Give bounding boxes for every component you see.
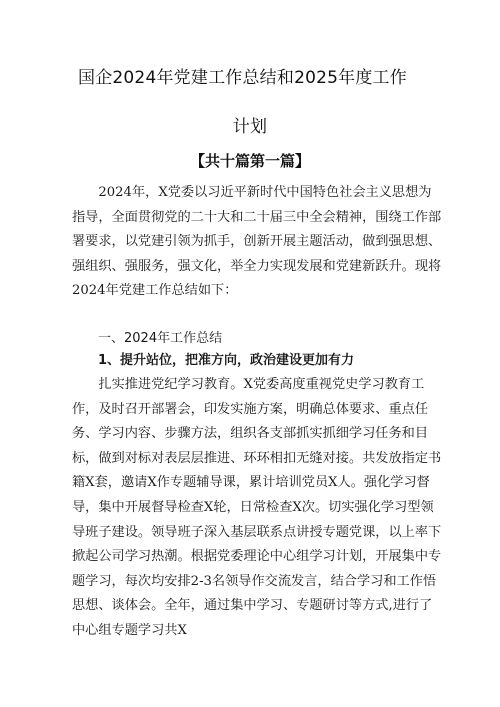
section-heading: 一、2024年工作总结 [98, 331, 223, 346]
body-section-intro [72, 181, 442, 304]
document-title-line2: 计划 [232, 117, 268, 137]
section-heading-container [72, 327, 442, 352]
body-section-main [72, 373, 442, 644]
document-subtitle: 【共十篇第一篇】 [189, 152, 310, 170]
paragraph-intro: 2024年，X党委以习近平新时代中国特色社会主义思想为指导，全面贯彻党的二十大和二十届三中全会精神，围绕工作部署要求，以党建引领为抓手，创新开展主题活动，做到强思想、强组织、强服务，强文化，举全力实现发展和党建新跃升。现将2024年党建工作总结如下： [72, 185, 442, 299]
subsection-heading-container [72, 349, 442, 374]
paragraph-main: 扎实推进党纪学习教育。X党委高度重视党史学习教育工作，及时召开部署会，印发实施方案，明确总体要求、重点任务、学习内容、步骤方法，组织各支部抓实抓细学习任务和目标，做到对标对表层层推进、环环相扣无缝对接。共发放指定书籍X套，邀请X作专题辅导课，累计培训党员X人。强化学习督导，集中开展督导检查X轮，日常检查X次。切实强化学习型领导班子建设。领导班子深入基层联系点讲授专题党课，以上率下掀起公司学习热潮。根据党委理论中心组学习计划，开展集中专题学习，每次均安排2-3名领导作交流发言，结合学习和工作悟思想、谈体会。全年，通过集中学习、专题研讨等方式,进行了中心组专题学习共X [72, 377, 442, 638]
subsection-heading: 1、提升站位，把准方向，政治建设更加有力 [98, 353, 355, 368]
document-title-line1: 国企2024年党建工作总结和2025年度工作 [78, 68, 407, 88]
